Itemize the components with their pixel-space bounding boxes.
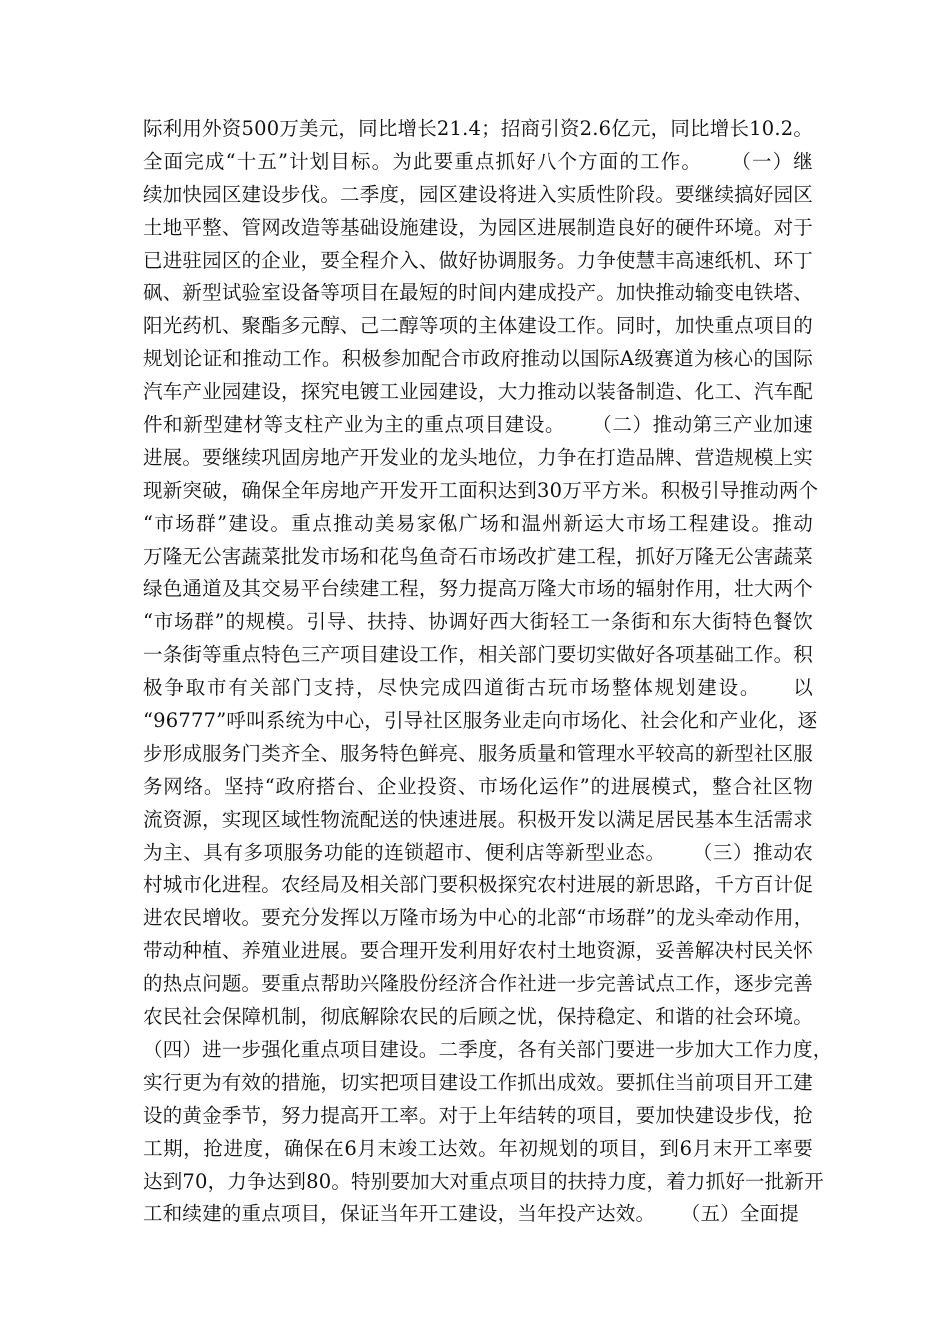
text-line: 设的黄金季节，努力提高开工率。对于上年结转的项目，要加快建设步伐，抢 [143,1103,813,1127]
text-line: 工期，抢进度，确保在6月末竣工达效。年初规划的项目，到6月末开工率要 [143,1136,813,1160]
text-line: 全面完成“十五”计划目标。为此要重点抓好八个方面的工作。 （一）继 [143,149,813,173]
text-line: 件和新型建材等支柱产业为主的重点项目建设。 （二）推动第三产业加速 [143,413,813,437]
text-line: 砜、新型试验室设备等项目在最短的时间内建成投产。加快推动输变电铁塔、 [143,281,813,305]
text-line: 进展。要继续巩固房地产开发业的龙头地位，力争在打造品牌、营造规模上实 [143,445,813,469]
text-line: 汽车产业园建设，探究电镀工业园建设，大力推动以装备制造、化工、汽车配 [143,380,813,404]
text-line: 村城市化进程。农经局及相关部门要积极探究农村进展的新思路，千方百计促 [143,873,813,897]
text-line: 的热点问题。要重点帮助兴隆股份经济合作社进一步完善试点工作，逐步完善 [143,972,813,996]
text-line: 进农民增收。要充分发挥以万隆市场为中心的北部“市场群”的龙头牵动作用， [143,906,814,930]
text-line: 流资源，实现区域性物流配送的快速进展。积极开发以满足居民基本生活需求 [143,807,813,831]
text-line: 工和续建的重点项目，保证当年开工建设，当年投产达效。 （五）全面提 [143,1202,799,1226]
text-line: 步形成服务门类齐全、服务特色鲜亮、服务质量和管理水平较高的新型社区服 [143,741,813,765]
text-line: 规划论证和推动工作。积极参加配合市政府推动以国际A级赛道为核心的国际 [143,347,813,371]
text-line: 阳光药机、聚酯多元醇、己二醇等项的主体建设工作。同时，加快重点项目的 [143,314,813,338]
text-line: “96777”呼叫系统为中心，引导社区服务业走向市场化、社会化和产业化，逐 [143,709,818,733]
text-line: 一条街等重点特色三产项目建设工作，相关部门要切实做好各项基础工作。积 [143,643,813,667]
text-line: “市场群”的规模。引导、扶持、协调好西大街轻工一条街和东大街特色餐饮 [143,610,813,634]
text-line: 现新突破，确保全年房地产开发开工面积达到30万平方米。积极引导推动两个 [143,478,819,502]
text-line: 已进驻园区的企业，要全程介入、做好协调服务。力争使慧丰高速纸机、环丁 [143,248,813,272]
text-line: 农民社会保障机制，彻底解除农民的后顾之忧，保持稳定、和谐的社会环境。 [143,1005,813,1029]
text-line: 万隆无公害蔬菜批发市场和花鸟鱼奇石市场改扩建工程，抓好万隆无公害蔬菜 [143,544,813,568]
text-line: 土地平整、管网改造等基础设施建设，为园区进展制造良好的硬件环境。对于 [143,215,813,239]
text-line: 绿色通道及其交易平台续建工程，努力提高万隆大市场的辐射作用，壮大两个 [143,577,813,601]
text-line: 为主、具有多项服务功能的连锁超市、便利店等新型业态。 （三）推动农 [143,840,813,864]
text-line: 际利用外资500万美元，同比增长21.4；招商引资2.6亿元，同比增长10.2。 [143,117,814,140]
text-line: （四）进一步强化重点项目建设。二季度，各有关部门要进一步加大工作力度， [143,1037,833,1061]
text-line: 务网络。坚持“政府搭台、企业投资、市场化运作”的进展模式，整合社区物 [143,774,813,798]
text-line: 极争取市有关部门支持，尽快完成四道街古玩市场整体规划建设。 以 [143,676,813,700]
text-line: 达到70，力争达到80。特别要加大对重点项目的扶持力度，着力抓好一批新开 [143,1169,824,1193]
text-line: “市场群”建设。重点推动美易家俬广场和温州新运大市场工程建设。推动 [143,511,813,535]
text-line: 带动种植、养殖业进展。要合理开发利用好农村土地资源，妥善解决村民关怀 [143,939,813,963]
text-line: 实行更为有效的措施，切实把项目建设工作抓出成效。要抓住当前项目开工建 [143,1070,813,1094]
text-line: 续加快园区建设步伐。二季度，园区建设将进入实质性阶段。要继续搞好园区 [143,182,813,206]
body-text [143,113,833,1231]
